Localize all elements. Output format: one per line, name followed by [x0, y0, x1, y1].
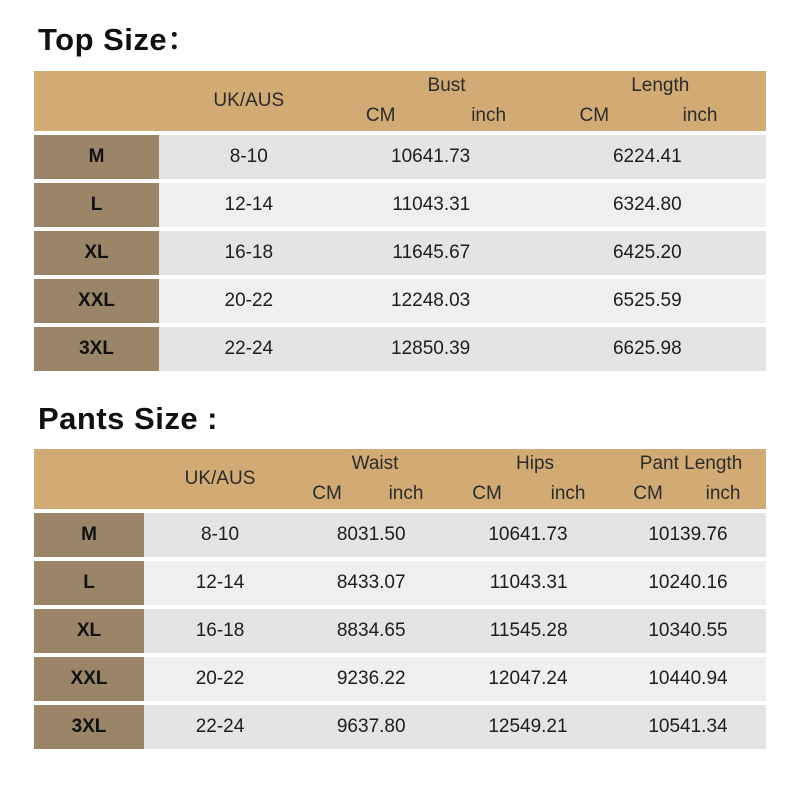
table-row [34, 561, 766, 605]
pants-row-3-len-cm: 104 [616, 657, 680, 701]
top-header-group-bust: Bust [339, 71, 555, 101]
top-row-0-bust-inch: 41.73 [423, 135, 555, 179]
pants-row-1-waist-inch: 33.07 [358, 561, 454, 605]
top-row-1-bust-inch: 43.31 [423, 183, 555, 227]
table-row [34, 657, 766, 701]
pants-header-row-groups [34, 449, 766, 479]
pants-row-0-waist-cm: 80 [296, 513, 358, 557]
pants-header-unit-hips-inch: inch [520, 479, 616, 509]
pants-row-4-hips-cm: 125 [454, 705, 520, 749]
pants-row-2-waist-cm: 88 [296, 609, 358, 653]
top-header-unit-bust-inch: inch [423, 101, 555, 131]
pants-row-4-len-cm: 105 [616, 705, 680, 749]
top-row-2-length-cm: 64 [555, 231, 635, 275]
top-row-2-bust-cm: 116 [339, 231, 423, 275]
pants-header-group-pant-length: Pant Length [616, 449, 766, 479]
top-row-2-size: XL [34, 231, 159, 275]
top-row-1-length-cm: 63 [555, 183, 635, 227]
pants-row-2-hips-inch: 45.28 [520, 609, 616, 653]
top-row-4-bust-inch: 50.39 [423, 327, 555, 371]
pants-row-4-ukaus: 22-24 [144, 705, 296, 749]
top-row-0-length-cm: 62 [555, 135, 635, 179]
pants-row-0-len-cm: 101 [616, 513, 680, 557]
pants-row-1-len-inch: 40.16 [680, 561, 766, 605]
pants-header-group-waist: Waist [296, 449, 454, 479]
pants-row-3-size: XXL [34, 657, 144, 701]
top-row-2-length-inch: 25.20 [634, 231, 766, 275]
pants-header-unit-len-inch: inch [680, 479, 766, 509]
top-header-unit-length-cm: CM [555, 101, 635, 131]
pants-row-2-ukaus: 16-18 [144, 609, 296, 653]
pants-row-2-hips-cm: 115 [454, 609, 520, 653]
pants-header-unit-len-cm: CM [616, 479, 680, 509]
top-row-1-size: L [34, 183, 159, 227]
pants-row-0-waist-inch: 31.50 [358, 513, 454, 557]
top-row-0-ukaus: 8-10 [159, 135, 339, 179]
pants-row-1-size: L [34, 561, 144, 605]
table-row [34, 231, 766, 275]
pants-size-table [34, 449, 766, 749]
pants-row-1-hips-cm: 110 [454, 561, 520, 605]
pants-row-1-waist-cm: 84 [296, 561, 358, 605]
pants-row-3-hips-inch: 47.24 [520, 657, 616, 701]
pants-row-1-len-cm: 102 [616, 561, 680, 605]
table-row [34, 279, 766, 323]
page-title-pants-size: Pants Size : [38, 401, 218, 436]
pants-row-3-waist-inch: 36.22 [358, 657, 454, 701]
pants-row-4-waist-cm: 96 [296, 705, 358, 749]
pants-row-2-len-cm: 103 [616, 609, 680, 653]
top-header-row-groups [34, 71, 766, 101]
pants-row-3-ukaus: 20-22 [144, 657, 296, 701]
pants-header-unit-waist-cm: CM [296, 479, 358, 509]
pants-row-0-len-inch: 39.76 [680, 513, 766, 557]
top-row-0-size: M [34, 135, 159, 179]
pants-header-corner [34, 449, 144, 509]
top-row-3-bust-inch: 48.03 [423, 279, 555, 323]
pants-header-unit-hips-cm: CM [454, 479, 520, 509]
pants-row-0-size: M [34, 513, 144, 557]
pants-row-4-len-inch: 41.34 [680, 705, 766, 749]
pants-row-4-hips-inch: 49.21 [520, 705, 616, 749]
pants-row-3-waist-cm: 92 [296, 657, 358, 701]
pants-header-group-hips: Hips [454, 449, 616, 479]
top-row-4-size: 3XL [34, 327, 159, 371]
top-header-ukaus: UK/AUS [159, 71, 339, 131]
table-row [34, 609, 766, 653]
top-row-3-bust-cm: 122 [339, 279, 423, 323]
top-row-2-bust-inch: 45.67 [423, 231, 555, 275]
top-header-corner [34, 71, 159, 131]
table-row [34, 183, 766, 227]
pants-row-4-size: 3XL [34, 705, 144, 749]
pants-row-4-waist-inch: 37.80 [358, 705, 454, 749]
pants-row-1-hips-inch: 43.31 [520, 561, 616, 605]
table-row [34, 705, 766, 749]
top-row-1-length-inch: 24.80 [634, 183, 766, 227]
top-row-2-ukaus: 16-18 [159, 231, 339, 275]
top-row-3-ukaus: 20-22 [159, 279, 339, 323]
pants-row-2-waist-inch: 34.65 [358, 609, 454, 653]
top-row-0-length-inch: 24.41 [634, 135, 766, 179]
top-row-4-length-inch: 25.98 [634, 327, 766, 371]
top-row-1-ukaus: 12-14 [159, 183, 339, 227]
pants-row-0-hips-cm: 106 [454, 513, 520, 557]
top-header-group-length: Length [555, 71, 766, 101]
pants-row-0-hips-inch: 41.73 [520, 513, 616, 557]
top-row-4-ukaus: 22-24 [159, 327, 339, 371]
top-header-unit-length-inch: inch [634, 101, 766, 131]
pants-header-ukaus: UK/AUS [144, 449, 296, 509]
top-row-3-size: XXL [34, 279, 159, 323]
pants-row-3-hips-cm: 120 [454, 657, 520, 701]
top-row-0-bust-cm: 106 [339, 135, 423, 179]
top-row-3-length-inch: 25.59 [634, 279, 766, 323]
top-row-4-bust-cm: 128 [339, 327, 423, 371]
pants-row-0-ukaus: 8-10 [144, 513, 296, 557]
pants-header-unit-waist-inch: inch [358, 479, 454, 509]
table-row [34, 327, 766, 371]
table-row [34, 135, 766, 179]
pants-row-3-len-inch: 40.94 [680, 657, 766, 701]
pants-row-1-ukaus: 12-14 [144, 561, 296, 605]
top-size-table [34, 71, 766, 371]
page-title-top-size: Top Size： [38, 22, 199, 57]
pants-row-2-len-inch: 40.55 [680, 609, 766, 653]
top-row-3-length-cm: 65 [555, 279, 635, 323]
top-header-unit-bust-cm: CM [339, 101, 423, 131]
table-row [34, 513, 766, 557]
pants-row-2-size: XL [34, 609, 144, 653]
top-row-4-length-cm: 66 [555, 327, 635, 371]
top-row-1-bust-cm: 110 [339, 183, 423, 227]
